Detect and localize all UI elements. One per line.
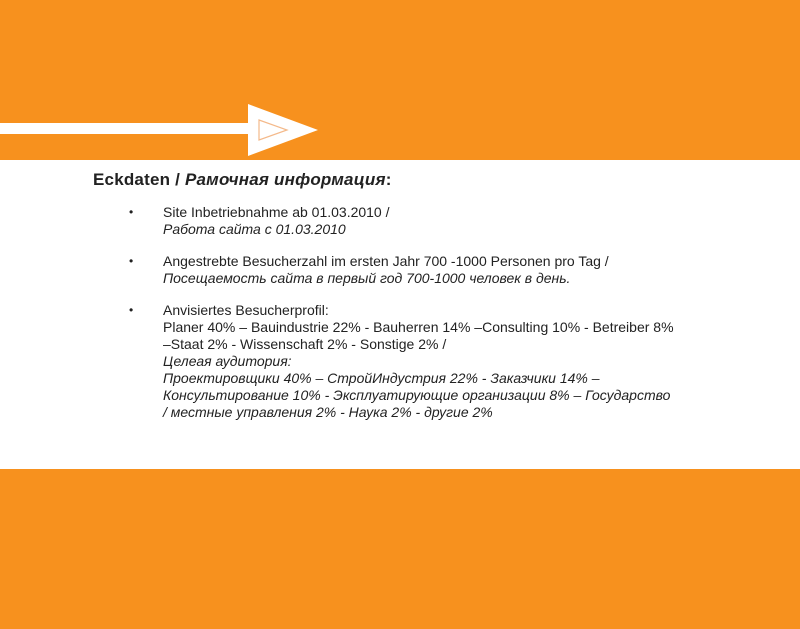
list-item bbox=[93, 204, 793, 238]
bullet-line: Проектировщики 40% – СтройИндустрия 22% - Заказчики 14% – bbox=[163, 370, 600, 386]
title-russian: Рамочная информация bbox=[184, 170, 386, 189]
bullet-dot: • bbox=[129, 254, 134, 268]
bullet-dot: • bbox=[129, 303, 134, 317]
page-title bbox=[93, 170, 793, 190]
title-german: Eckdaten / bbox=[93, 170, 185, 189]
bullet-list bbox=[93, 204, 793, 421]
bullet-line: Посещаемость сайта в первый год 700-1000 человек в день. bbox=[163, 270, 571, 286]
bullet-line: Работа сайта с 01.03.2010 bbox=[163, 221, 346, 237]
top-orange-band bbox=[0, 0, 800, 160]
bottom-orange-band bbox=[0, 469, 800, 629]
bullet-line: Site Inbetriebnahme ab 01.03.2010 / bbox=[163, 204, 390, 220]
right-arrow-icon bbox=[0, 102, 320, 158]
bullet-dot: • bbox=[129, 205, 134, 219]
main-content bbox=[93, 170, 793, 436]
title-colon: : bbox=[385, 170, 392, 189]
bullet-line: Целеая аудитория: bbox=[163, 353, 292, 369]
bullet-line: –Staat 2% - Wissenschaft 2% - Sonstige 2% / bbox=[163, 336, 447, 352]
bullet-line: / местные управления 2% - Наука 2% - другие 2% bbox=[163, 404, 493, 420]
bullet-line: Planer 40% – Bauindustrie 22% - Bauherren 14% –Consulting 10% - Betreiber 8% bbox=[163, 319, 674, 335]
bullet-line: Angestrebte Besucherzahl im ersten Jahr 700 -1000 Personen pro Tag / bbox=[163, 253, 609, 269]
list-item bbox=[93, 302, 793, 421]
bullet-line: Anvisiertes Besucherprofil: bbox=[163, 302, 329, 318]
list-item bbox=[93, 253, 793, 287]
bullet-line: Консультирование 10% - Эксплуатирующие организации 8% – Государство bbox=[163, 387, 671, 403]
